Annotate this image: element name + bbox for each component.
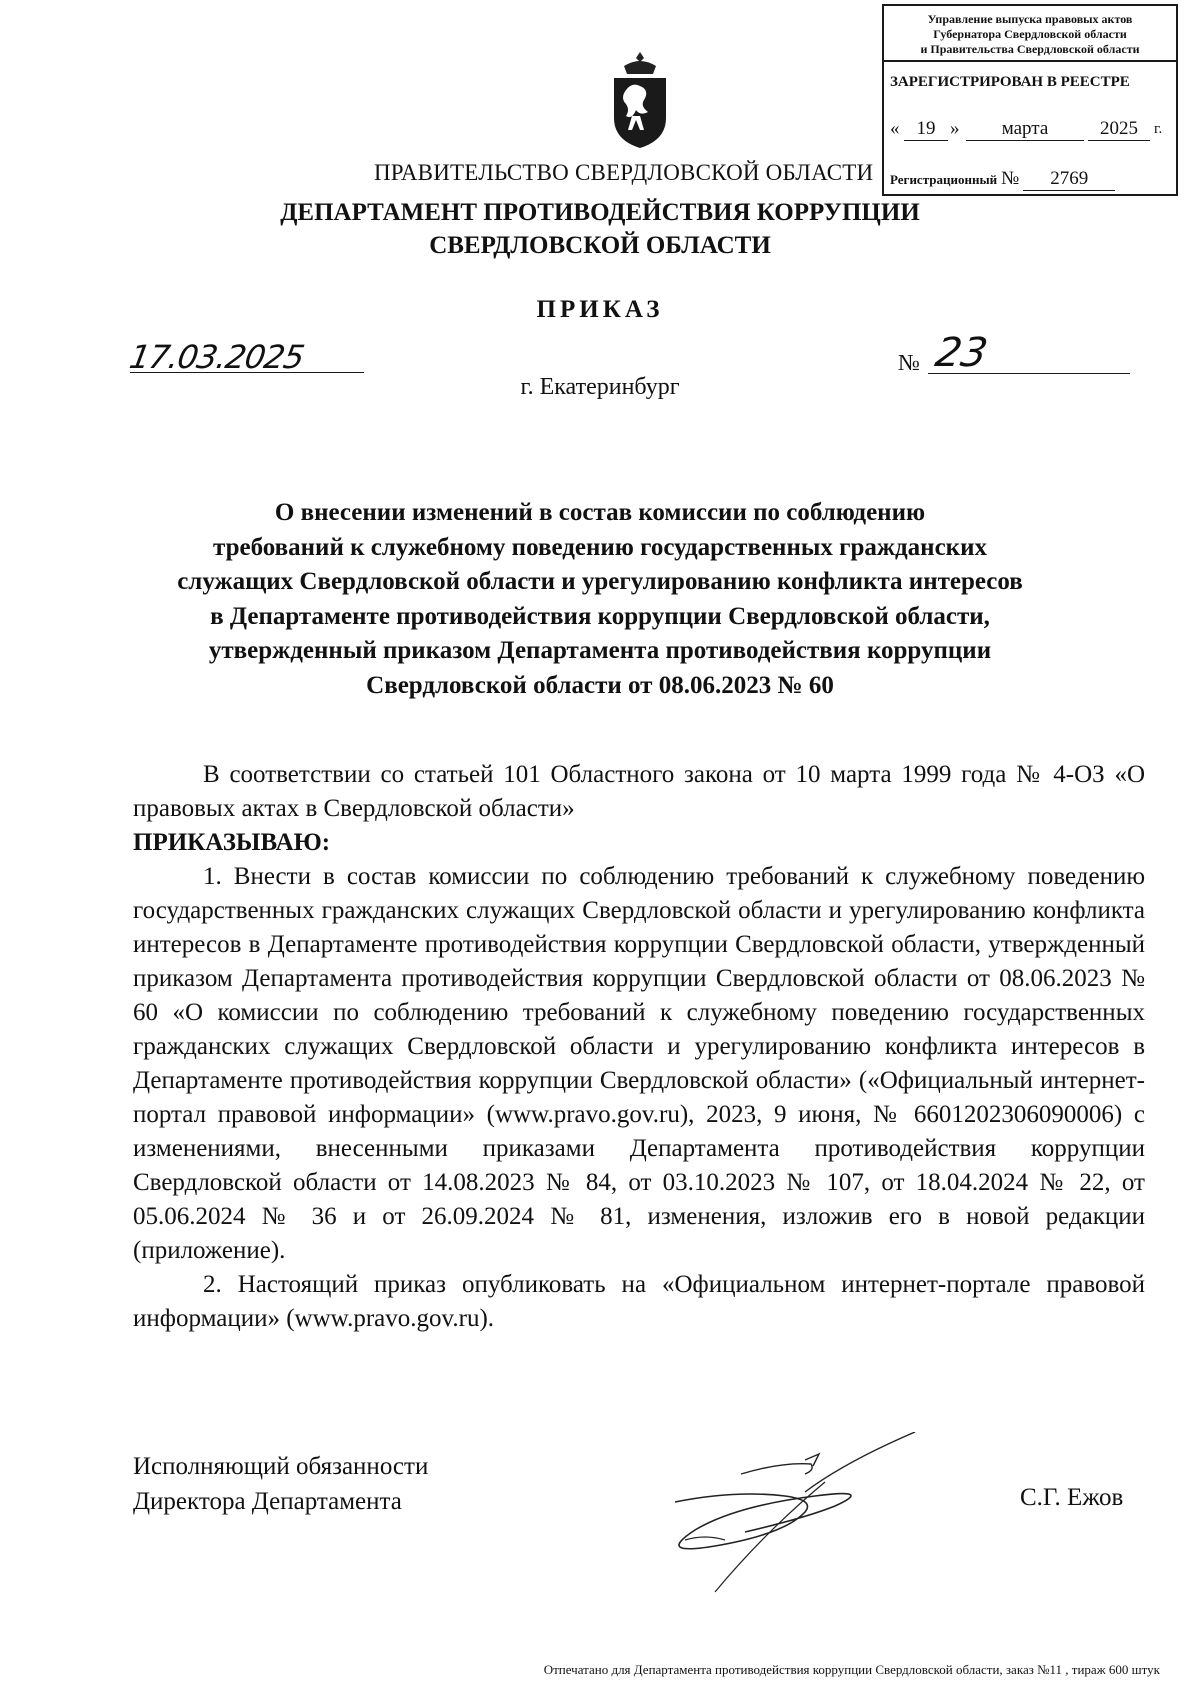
stamp-reg-no-sign: № [1001, 168, 1020, 189]
handwritten-signature [655, 1432, 935, 1602]
department-name-line1: ДЕПАРТАМЕНТ ПРОТИВОДЕЙСТВИЯ КОРРУПЦИИ [280, 199, 920, 226]
title-line: требований к служебному поведению государственных гражданских [213, 533, 987, 561]
position-line2: Директора Департамента [133, 1488, 402, 1515]
stamp-header-line: и Правительства Свердловской области [920, 42, 1140, 56]
order-number: 23 [931, 330, 991, 376]
title-line: служащих Свердловской области и урегулированию конфликта интересов [177, 568, 1023, 595]
order-number-sign: № [898, 350, 920, 375]
title-line: утвержденный приказом Департамента противодействия коррупции [208, 637, 992, 664]
order-keyword: ПРИКАЗЫВАЮ: [133, 829, 331, 856]
stamp-header-line: Управление выпуска правовых актов [927, 12, 1133, 26]
date-underline [130, 372, 364, 373]
government-name: ПРАВИТЕЛЬСТВО СВЕРДЛОВСКОЙ ОБЛАСТИ [374, 160, 874, 185]
stamp-month: марта [966, 118, 1084, 141]
document-type: ПРИКАЗ [536, 296, 664, 323]
stamp-reg-label: Регистрационный [890, 172, 998, 187]
stamp-close-quote: » [950, 118, 960, 139]
coat-of-arms-icon [606, 50, 674, 150]
stamp-day: 19 [904, 118, 948, 141]
registration-stamp [882, 4, 1178, 196]
position-line1: Исполняющий обязанности [133, 1453, 429, 1480]
city: г. Екатеринбург [520, 374, 680, 400]
stamp-open-quote: « [890, 118, 900, 139]
signatory-name: С.Г. Ежов [1020, 1484, 1124, 1511]
stamp-title: ЗАРЕГИСТРИРОВАН В РЕЕСТРЕ [890, 74, 1130, 90]
stamp-registration-line [890, 168, 1115, 191]
document-body [133, 758, 1145, 1336]
document-title [120, 496, 1080, 703]
department-name-line2: СВЕРДЛОВСКОЙ ОБЛАСТИ [429, 232, 771, 259]
item-1: 1. Внести в состав комиссии по соблюдению требований к служебному поведению государственных гражданских служащих Свердловской области и урегулированию конфликта интересов в Департаменте противодействия коррупции Свердловской области, утвержденный приказом Департамента противодействия коррупции Свердловской области от 08.06.2023 № 60 «О комиссии по соблюдению требований к служебному поведению государственных гражданских служащих Свердловской области и урегулированию конфликта интересов в Департаменте противодействия коррупции Свердловской области» («Официальный интернет-портал правовой информации» (www.pravo.gov.ru), 2023, 9 июня, № 6601202306090006) с изменениями, внесенными приказами Департамента противодействия коррупции Свердловской области от 14.08.2023 № 84, от 03.10.2023 № 107, от 18.04.2024 № 22, от 05.06.2024 № 36 и от 26.09.2024 № 81, изменения, изложив его в новой редакции (приложение). [133, 863, 1145, 1264]
stamp-header-line: Губернатора Свердловской области [933, 27, 1127, 41]
order-date: 17.03.2025 [126, 338, 307, 376]
signatory-position [133, 1449, 428, 1519]
stamp-reg-number: 2769 [1023, 168, 1115, 191]
title-line: Свердловской области от 08.06.2023 № 60 [366, 671, 834, 699]
item-2: 2. Настоящий приказ опубликовать на «Официальном интернет-портале правовой информации» (www.pravo.gov.ru). [133, 1271, 1145, 1332]
stamp-header [884, 6, 1176, 62]
title-line: О внесении изменений в состав комиссии по соблюдению [274, 499, 926, 526]
print-footer: Отпечатано для Департамента противодействия коррупции Свердловской области, заказ №11 , тираж 600 штук [543, 1662, 1160, 1677]
title-line: в Департаменте противодействия коррупции Свердловской области, [210, 602, 990, 630]
stamp-year-suffix: г. [1154, 121, 1163, 137]
intro-paragraph: В соответствии со статьей 101 Областного закона от 10 марта 1999 года № 4-ОЗ «О правовых актах в Свердловской области» [133, 761, 1145, 822]
stamp-year: 2025 [1088, 118, 1150, 141]
